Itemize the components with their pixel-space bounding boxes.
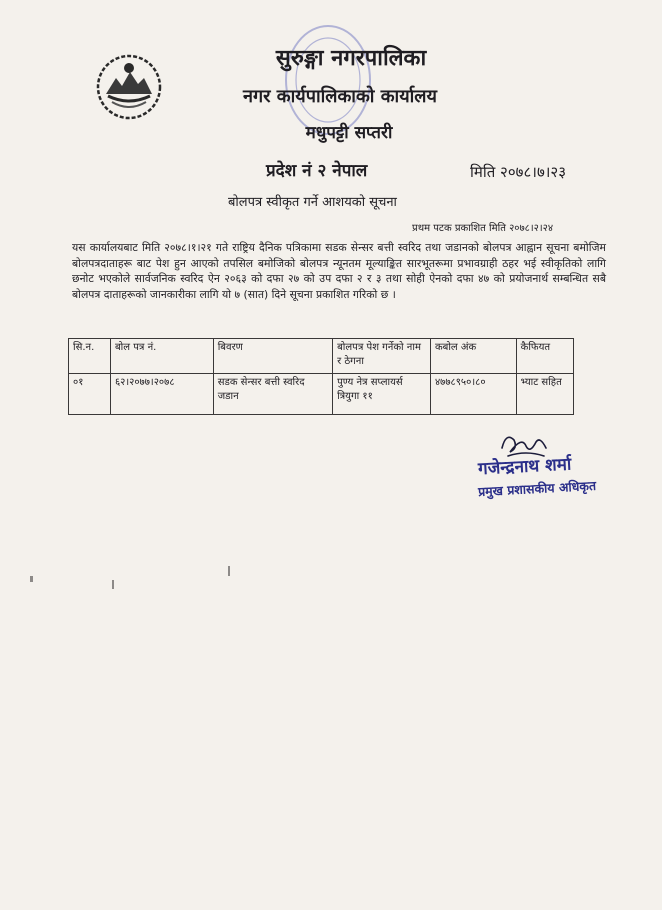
col-bid-number: बोल पत्र नं. [110, 339, 213, 374]
notice-title: बोलपत्र स्वीकृत गर्ने आशयको सूचना [228, 195, 397, 210]
table-header-row [69, 339, 574, 374]
cell-bid-number: ६२।२०७७।२०७८ [110, 374, 213, 415]
notice-date: मिति २०७८।७।२३ [470, 163, 567, 181]
cell-description: सडक सेन्सर बत्ती स्वरिद जडान [213, 374, 332, 415]
publication-info: प्रथम पटक प्रकाशित मिति २०७८।२।२४ [412, 223, 554, 234]
province-line: प्रदेश नं २ नेपाल [266, 161, 368, 181]
scan-mark [30, 576, 33, 582]
bid-table [68, 338, 574, 415]
municipality-name: सुरुङ्गा नगरपालिका [275, 46, 427, 71]
col-remarks: कैफियत [516, 339, 573, 374]
office-name: नगर कार्यपालिकाको कार्यालय [243, 86, 437, 107]
col-description: बिवरण [213, 339, 332, 374]
col-amount: कबोल अंक [430, 339, 516, 374]
notice-body: यस कार्यालयबाट मिति २०७८।१।२१ गते राष्ट्रिय दैनिक पत्रिकामा सडक सेन्सर बत्ती स्वरिद तथा जडानको बोलपत्र आह्वान सूचना बमोजिम बोलपत्रदाताहरू बाट पेश हुन आएको तपसिल बमोजिको बोलपत्र न्यूनतम मूल्याङ्कित सारभूतरूमा प्रभावग्राही ठहर भई स्वीकृतिको लागि छनोट भएकोले सार्वजनिक स्वरिद ऐन २०६३ को दफा २७ को उप दफा २ र ३ तथा सोही ऐनको दफा ४७ को प्रयोजनार्थ सम्बन्धित सबै बोलपत्र दाताहरूको जानकारीका लागि यो ७ (सात) दिने सूचना प्रकाशित गरिको छ । [72, 241, 606, 301]
scan-mark [228, 566, 230, 576]
cell-serial: ०१ [69, 374, 111, 415]
signatory-title: प्रमुख प्रशासकीय अधिकृत [477, 477, 597, 500]
cell-remarks: भ्याट सहित [516, 374, 573, 415]
cell-amount: ४७७८९५०।८० [430, 374, 516, 415]
office-location: मधुपट्टी सप्तरी [305, 123, 393, 143]
cell-bidder: पुण्य नेत्र सप्लायर्स त्रियुगा ११ [333, 374, 431, 415]
col-bidder: बोलपत्र पेश गर्नेको नाम र ठेगना [333, 339, 431, 374]
signatory-name: गजेन्द्रनाथ शर्मा [477, 454, 572, 480]
table-row [69, 374, 574, 415]
scan-mark [112, 580, 114, 589]
col-serial: सि.न. [69, 339, 111, 374]
